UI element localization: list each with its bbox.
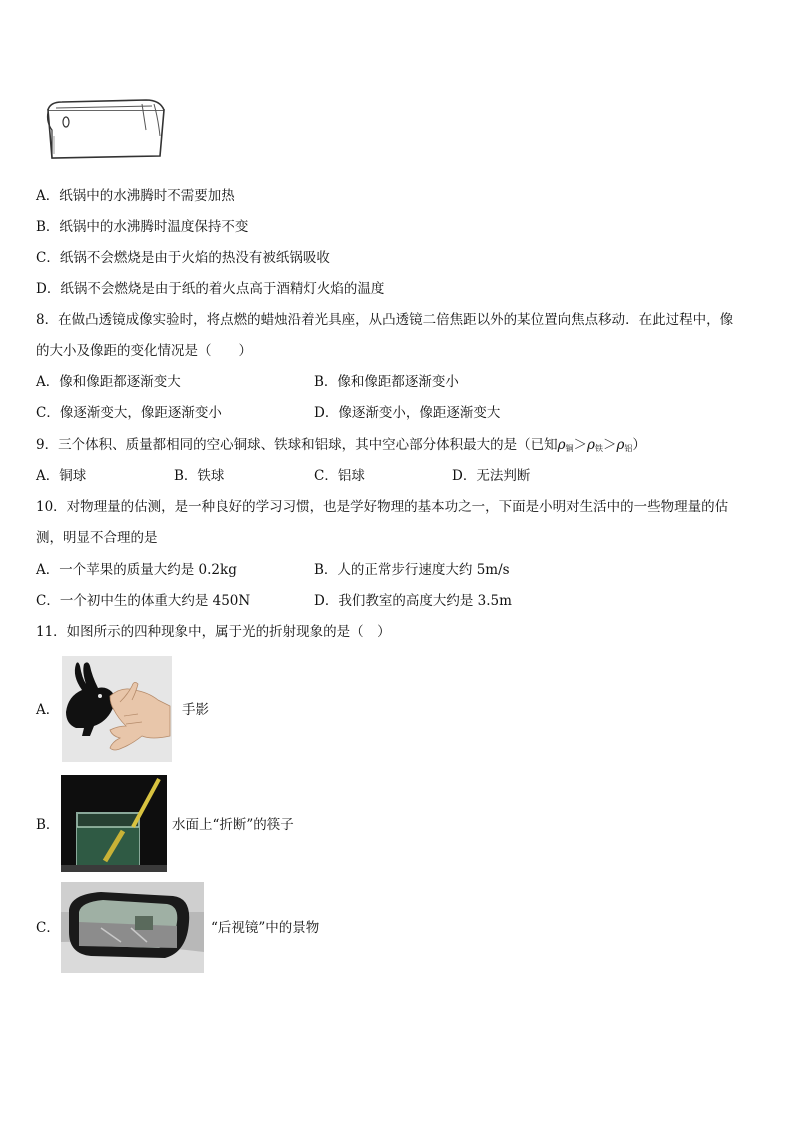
q10-option-d: D．我们教室的高度大约是 3.5m: [314, 593, 512, 609]
q9-option-a: A．铜球: [36, 468, 87, 484]
greater-than-sign: ＞: [573, 437, 588, 453]
q10-option-b: B．人的正常步行速度大约 5m/s: [314, 562, 510, 578]
hand-shadow-image: [62, 656, 172, 762]
q8-stem-line1: 8．在做凸透镜成像实验时，将点燃的蜡烛沿着光具座，从凸透镜二倍焦距以外的某位置向焦点移动．在此过程中，像: [36, 312, 734, 328]
rho-sub-copper: 铜: [565, 444, 574, 453]
q9-option-d: D．无法判断: [452, 468, 531, 484]
q9-stem: [36, 435, 646, 459]
q10-option-a: A．一个苹果的质量大约是 0.2kg: [36, 562, 237, 578]
q8-stem-line2: 的大小及像距的变化情况是（ ）: [36, 343, 252, 359]
close-paren: ）: [632, 437, 646, 453]
q9-stem-text: 9．三个体积、质量都相同的空心铜球、铁球和铝球，其中空心部分体积最大的是（已知: [36, 437, 558, 453]
q7-option-d: D．纸锅不会燃烧是由于纸的着火点高于酒精灯火焰的温度: [36, 281, 385, 297]
bent-chopstick-image: [61, 775, 167, 872]
q10-stem-line1: 10．对物理量的估测，是一种良好的学习习惯，也是学好物理的基本功之一，下面是小明对生活中的一些物理量的估: [36, 499, 729, 515]
rho-symbol: ρ: [616, 437, 625, 453]
rho-sub-aluminum: 铝: [624, 444, 633, 453]
q8-option-d: D．像逐渐变小，像距逐渐变大: [314, 405, 501, 421]
q7-option-a: A．纸锅中的水沸腾时不需要加热: [36, 188, 235, 204]
q9-option-c: C．铝球: [314, 468, 365, 484]
q11-option-a-caption: 手影: [182, 702, 209, 718]
q11-option-b-caption: 水面上“折断”的筷子: [172, 817, 294, 833]
q11-stem: 11．如图所示的四种现象中，属于光的折射现象的是（ ）: [36, 624, 391, 640]
q10-option-c: C．一个初中生的体重大约是 450N: [36, 593, 251, 609]
q9-option-b: B．铁球: [174, 468, 225, 484]
q11-option-b-label: B．: [36, 817, 60, 833]
paper-pot-illustration: [42, 96, 170, 168]
q11-option-a-label: A．: [36, 702, 60, 718]
greater-than-sign: ＞: [602, 437, 617, 453]
rho-symbol: ρ: [587, 437, 595, 453]
q10-stem-line2: 测，明显不合理的是: [36, 530, 158, 546]
rho-symbol: ρ: [557, 437, 566, 453]
q8-option-a: A．像和像距都逐渐变大: [36, 374, 181, 390]
q7-option-c: C．纸锅不会燃烧是由于火焰的热没有被纸锅吸收: [36, 250, 330, 266]
q8-option-c: C．像逐渐变大，像距逐渐变小: [36, 405, 222, 421]
rearview-mirror-image: [61, 882, 204, 973]
q8-option-b: B．像和像距都逐渐变小: [314, 374, 459, 390]
q7-option-b: B．纸锅中的水沸腾时温度保持不变: [36, 219, 249, 235]
q11-option-c-label: C．: [36, 920, 60, 936]
q11-option-c-caption: “后视镜”中的景物: [211, 920, 320, 936]
rho-sub-iron: 铁: [594, 444, 603, 453]
